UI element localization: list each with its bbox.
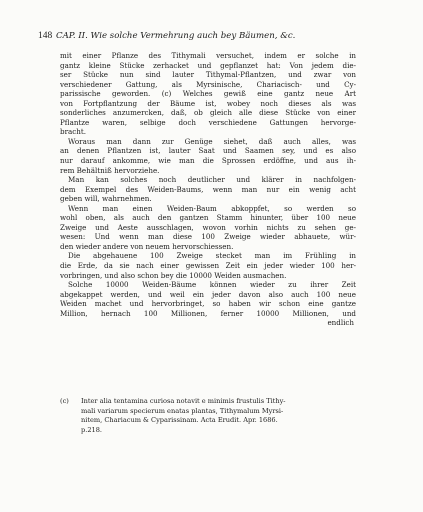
text-line: dem Exempel des Weiden-Baums, wenn man nur ein wenig acht [60, 184, 356, 194]
footnote-marker: (c) [60, 397, 69, 405]
footnote [60, 397, 356, 435]
text-line: bracht. [60, 127, 86, 137]
text-line: verschiedener Gattung, als Myrsinische, Chariacisch- und Cy- [60, 79, 356, 89]
text-line: Zweige und Aeste ausschlagen, wovon vorhin nichts zu sehen ge- [60, 222, 356, 232]
text-line: abgekappet werden, und weil ein jeder davon also auch 100 neue [60, 289, 356, 299]
text-line: Million, hernach 100 Millionen, ferner 10000 Millionen, und [60, 308, 356, 318]
text-line: Wenn man einen Weiden-Baum abkoppfet, so werden so [68, 203, 356, 213]
chapter-title: CAP. II. Wie solche Vermehrung auch bey Bäumen, &c. [56, 31, 296, 41]
text-line: parissische geworden. (c) Welches gewiß eine gantz neue Art [60, 89, 356, 99]
text-line: sonderliches anzumercken, daß, ob gleich alle diese Stücke von einer [60, 108, 356, 118]
text-line: geben will, wahrnehmen. [60, 194, 152, 204]
text-line: den wieder andere von neuem hervorschiessen. [60, 241, 234, 251]
text-line: Pflantze waren, selbige doch verschiedene Gattungen hervorge- [60, 117, 356, 127]
text-line: wesen: Und wenn man diese 100 Zweige wieder abhauete, wür- [60, 232, 356, 242]
body-text [60, 51, 356, 328]
footnote-line: p.218. [81, 425, 102, 434]
page-number: 148 [38, 31, 53, 41]
text-line: Woraus man dann zur Genüge siehet, daß auch alles, was [68, 136, 356, 146]
text-line: mit einer Pflanze des Tithymali versuchet, indem er solche in [60, 51, 356, 60]
footnote-line: mali variarum specierum enatas plantas, Tithymalum Myrsi- [81, 406, 284, 415]
catchword: endlich [327, 318, 354, 328]
text-line: Man kan solches noch deutlicher und klärer in nachfolgen- [68, 175, 356, 185]
text-line: an denen Pflantzen ist, lauter Saat und Saamen sey, und es also [60, 146, 356, 156]
text-line: die Erde, da sie nach einer gewissen Zeit ein jeder wieder 100 her- [60, 261, 356, 271]
text-line: von Fortpflantzung der Bäume ist, wobey noch dieses als was [60, 98, 356, 108]
running-header [38, 31, 364, 41]
footnote-line: nitem, Chariacum & Cyparissinam. Acta Erudit. Apr. 1686. [81, 416, 278, 425]
text-line: rem Behältniß hervorziehe. [60, 165, 160, 175]
text-line: vorbringen, und also schon bey die 10000 Weiden ausmachen. [60, 270, 287, 280]
text-line: Solche 10000 Weiden-Bäume können wieder zu ihrer Zeit [68, 280, 356, 290]
text-line: ser Stücke nun sind lauter Tithymal-Pflantzen, und zwar von [60, 70, 356, 80]
text-line: wohl oben, als auch den gantzen Stamm hinunter, über 100 neue [60, 213, 356, 223]
text-line: Die abgehauene 100 Zweige stecket man im Frühling in [68, 251, 356, 261]
footnote-line [60, 397, 356, 407]
text-line: gantz kleine Stücke zerhacket und gepflanzet hat: Von jedem die- [60, 60, 356, 70]
footnote-text: Inter alia tentamina curiosa notavit e minimis frustulis Tithy- [81, 397, 286, 405]
text-line: nur darauf ankomme, wie man die Sprossen erdöffne, und aus ih- [60, 156, 356, 166]
text-line: Weiden machet und hervorbringet, so haben wir schon eine gantze [60, 299, 356, 309]
